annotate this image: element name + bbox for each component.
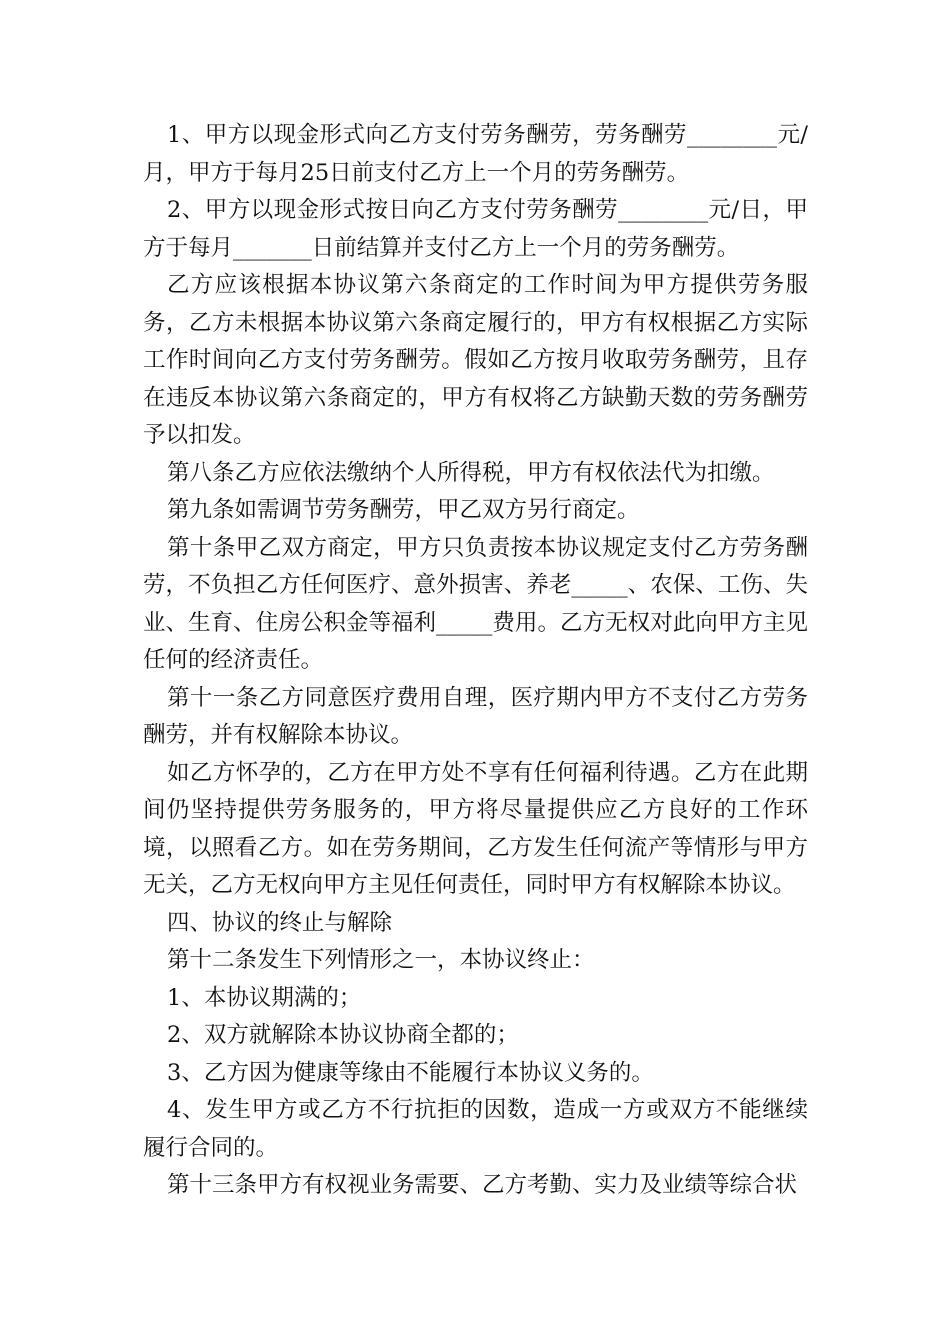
paragraph-article-8: 第八条乙方应依法缴纳个人所得税，甲方有权依法代为扣缴。 [167,459,775,486]
list-item-2: 2、双方就解除本协议协商全都的； [167,1022,519,1048]
paragraph-article-12: 第十二条发生下列情形之一，本协议终止： [167,947,595,973]
paragraph-article-13: 第十三条甲方有权视业务需要、乙方考勤、实力及业绩等综合状 [167,1172,798,1198]
paragraph-article-9: 第九条如需调节劳务酬劳，甲乙双方另行商定。 [167,497,640,523]
document-body [143,117,808,1205]
paragraph-work-time: 乙方应该根据本协议第六条商定的工作时间为甲方提供劳务服务，乙方未根据本协议第六条商定履行的，甲方有权根据乙方实际工作时间向乙方支付劳务酬劳。假如乙方按月收取劳务酬劳，且存在违反本协议第六条商定的，甲方有权将乙方缺勤天数的劳务酬劳予以扣发。 [143,272,808,448]
list-item-4: 4、发生甲方或乙方不行抗拒的因数，造成一方或双方不能继续履行合同的。 [143,1097,808,1161]
list-item-1: 1、本协议期满的； [167,984,362,1011]
paragraph-payment-monthly: 1、甲方以现金形式向乙方支付劳务酬劳，劳务酬劳________元/月，甲方于每月25日前支付乙方上一个月的劳务酬劳。 [143,122,808,186]
paragraph-article-11: 第十一条乙方同意医疗费用自理，医疗期内甲方不支付乙方劳务酬劳，并有权解除本协议。 [143,684,808,748]
paragraph-payment-daily: 2、甲方以现金形式按日向乙方支付劳务酬劳________元/日，甲方于每月_______日前结算并支付乙方上一个月的劳务酬劳。 [143,197,808,261]
paragraph-pregnancy: 如乙方怀孕的，乙方在甲方处不享有任何福利待遇。乙方在此期间仍坚持提供劳务服务的，甲方将尽量提供应乙方良好的工作环境，以照看乙方。如在劳务期间，乙方发生任何流产等情形与甲方无关，乙方无权向甲方主见任何责任，同时甲方有权解除本协议。 [143,759,808,898]
paragraph-article-10: 第十条甲乙双方商定，甲方只负责按本协议规定支付乙方劳务酬劳，不负担乙方任何医疗、意外损害、养老_____、农保、工伤、失业、生育、住房公积金等福利_____费用。乙方无权对此向甲方主见任何的经济责任。 [143,534,808,673]
section-heading-termination: 四、协议的终止与解除 [167,909,393,936]
list-item-3: 3、乙方因为健康等缘由不能履行本协议义务的。 [167,1059,654,1086]
